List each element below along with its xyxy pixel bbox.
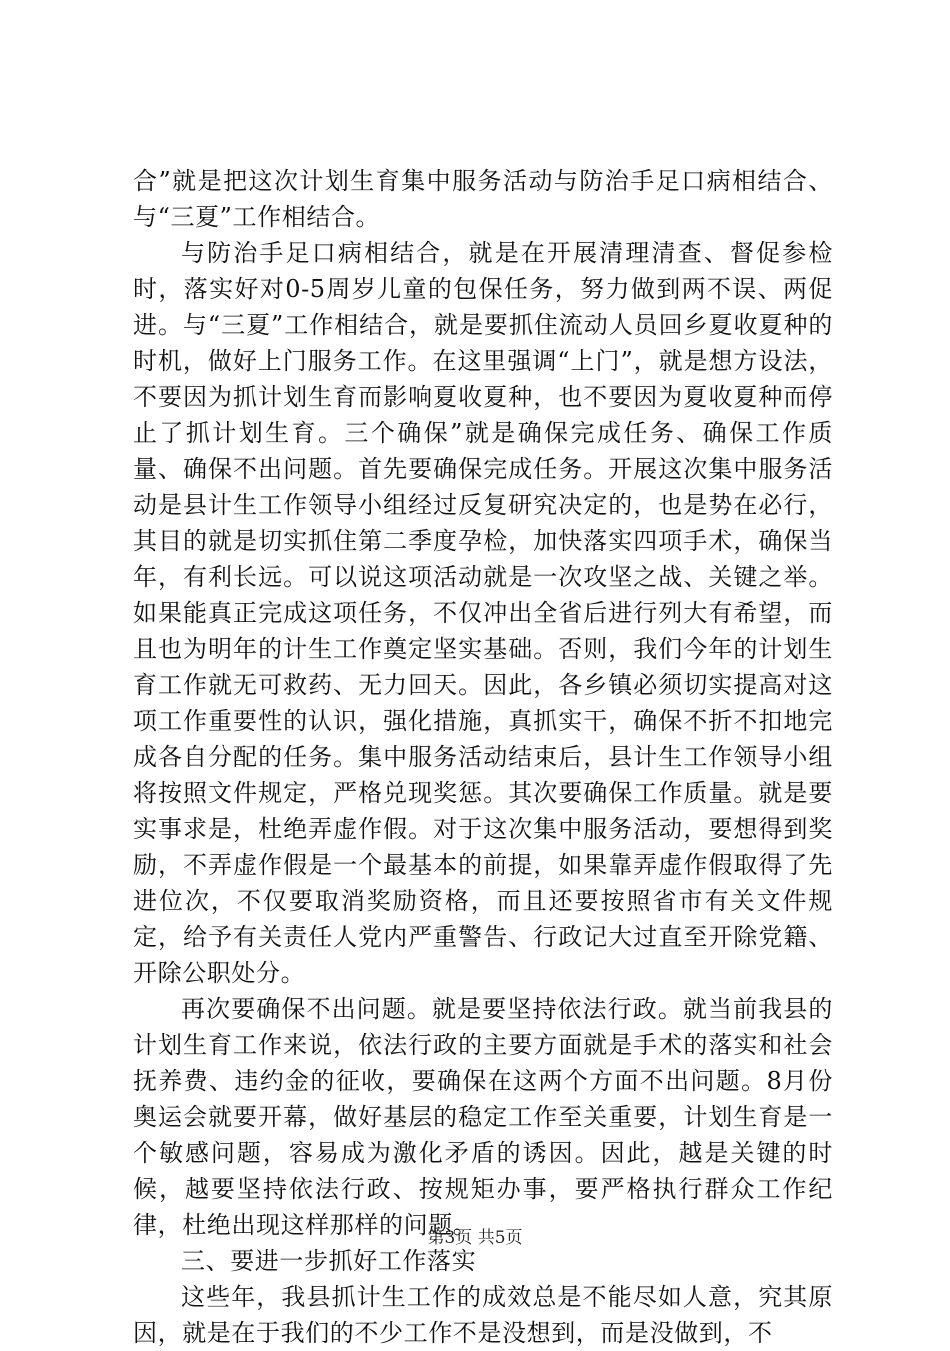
section-heading: 三、要进一步抓好工作落实 (181, 1247, 477, 1275)
paragraph-body: 与防治手足口病相结合，就是在开展清理清查、督促参检时，落实好对0-5周岁儿童的包保任务，努力做到两不误、两促进。与“三夏”工作相结合，就是要抓住流动人员回乡夏收夏种的时机，做好上门服务工作。在这里强调“上门”，就是想方设法，不要因为抓计划生育而影响夏收夏种，也不要因为夏收夏种而停止了抓计划生育。三个确保”就是确保完成任务、确保工作质量、确保不出问题。首先要确保完成任务。开展这次集中服务活动是县计生工作领导小组经过反复研究决定的，也是势在必行，其目的就是切实抓住第二季度孕检，加快落实四项手术，确保当年，有利长远。可以说这项活动就是一次攻坚之战、关键之举。如果能真正完成这项任务，不仅冲出全省后进行列大有希望，而且也为明年的计生工作奠定坚实基础。否则，我们今年的计划生育工作就无可救药、无力回天。因此，各乡镇必须切实提高对这项工作重要性的认识，强化措施，真抓实干，确保不折不扣地完成各自分配的任务。集中服务活动结束后，县计生工作领导小组将按照文件规定，严格兑现奖惩。其次要确保工作质量。就是要实事求是，杜绝弄虚作假。对于这次集中服务活动，要想得到奖励，不弄虚作假是一个最基本的前提，如果靠弄虚作假取得了先进位次，不仅要取消奖励资格，而且还要按照省市有关文件规定，给予有关责任人党内严重警告、行政记大过直至开除党籍、开除公职处分。 (133, 239, 833, 987)
document-body (133, 163, 833, 1351)
paragraph-body: 这些年，我县抓计生工作的成效总是不能尽如人意，究其原因，就是在于我们的不少工作不是没想到，而是没做到，不 (133, 1283, 833, 1347)
paragraph-continuation: 合”就是把这次计划生育集中服务活动与防治手足口病相结合、与“三夏”工作相结合。 (133, 167, 833, 231)
paragraph-body: 再次要确保不出问题。就是要坚持依法行政。就当前我县的计划生育工作来说，依法行政的主要方面就是手术的落实和社会抚养费、违约金的征收，要确保在这两个方面不出问题。8月份奥运会就要开幕，做好基层的稳定工作至关重要，计划生育是一个敏感问题，容易成为激化矛盾的诱因。因此，越是关键的时候，越要坚持依法行政、按规矩办事，要严格执行群众工作纪律，杜绝出现这样那样的问题。 (133, 995, 833, 1239)
page-number-footer: 第3页 共5页 (427, 1228, 523, 1248)
